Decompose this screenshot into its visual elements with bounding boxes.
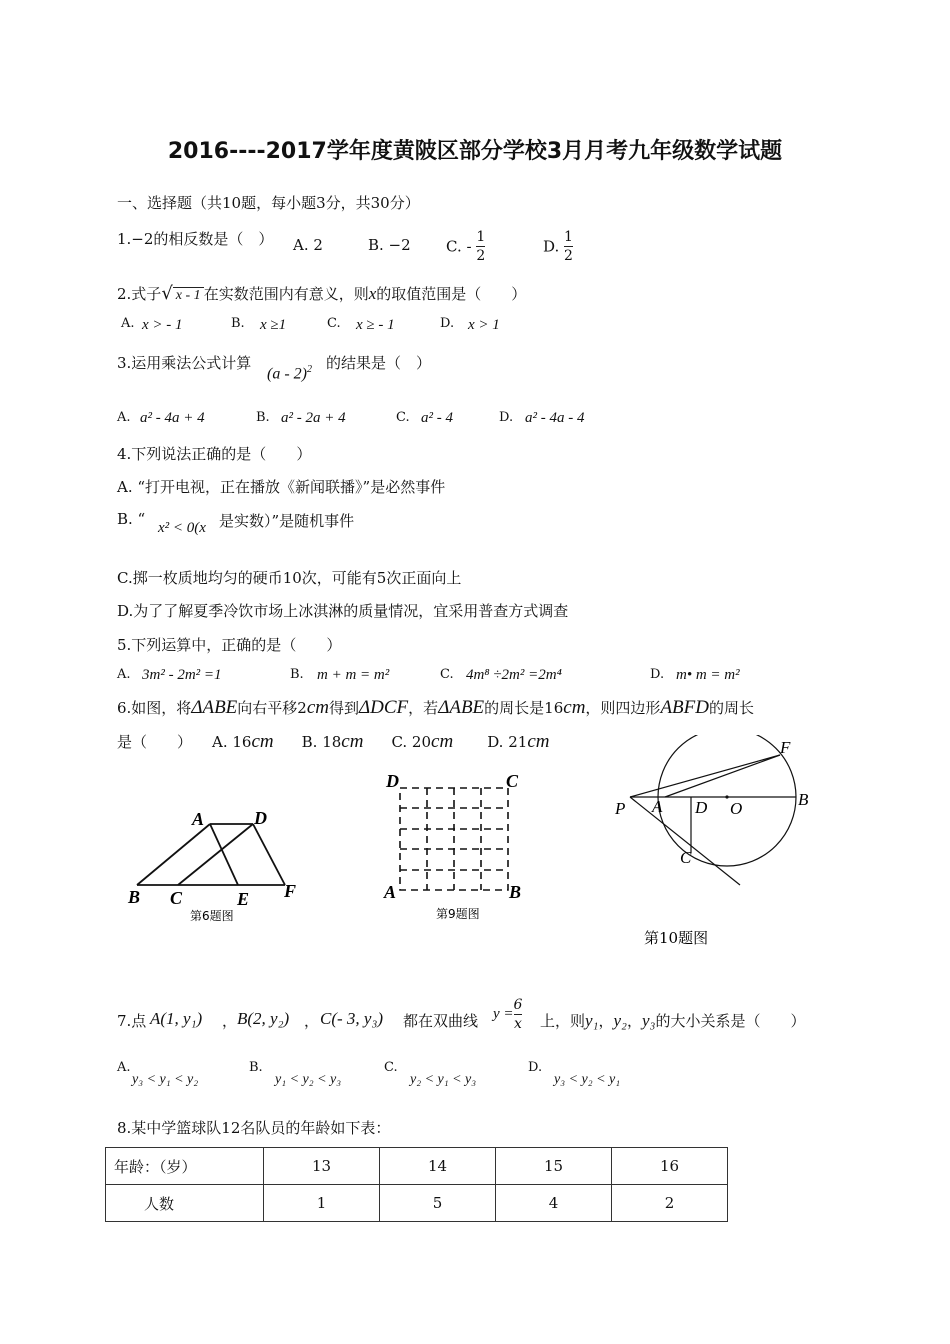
fig10-label-o: O (730, 799, 743, 818)
q5-stem: 5.下列运算中，正确的是（ ） (117, 636, 342, 654)
q7-y1: y₁ (585, 1011, 599, 1030)
fig9-label-c: C (506, 771, 519, 791)
fig10-label-b: B (798, 790, 809, 809)
q8-stem: 8.某中学篮球队12名队员的年龄如下表： (117, 1119, 391, 1137)
fig10-line-af (665, 755, 780, 797)
table-row (106, 1185, 728, 1222)
q2-option-b: x ≥1 (260, 317, 287, 333)
question-2: 2.式子√ x - 1 在实数范围内有意义，则x的取值范围是（ ） (117, 283, 527, 304)
q1-option-d (543, 228, 573, 265)
q6-unit-2: cm (563, 697, 586, 718)
fig6-label-c: C (170, 888, 183, 908)
fig9-label-b: B (509, 882, 522, 902)
fig10-line-pf (630, 755, 780, 797)
fig6-line-ab (137, 824, 210, 885)
q2-stem-post: 在实数范围内有意义，则 (203, 285, 369, 303)
q7-option-a-label: A. (117, 1060, 131, 1075)
fig10-caption: 第10题图 (644, 929, 709, 947)
q3-expr (267, 364, 312, 383)
q4-option-c: C.掷一枚质地均匀的硬币10次，可能有5次正面向上 (117, 569, 462, 587)
section-heading: 一、选择题（共10题，每小题3分，共30分） (117, 194, 420, 212)
q5-option-a: 3m² - 2m² =1 (142, 667, 222, 683)
q7-mid: 都在双曲线 (403, 1012, 479, 1030)
q2-var: x (368, 284, 377, 303)
q3-option-d-label: D. (499, 410, 514, 425)
fig6-label-a: A (192, 809, 205, 829)
q6-unit-1: cm (306, 697, 329, 718)
q6-text-a: 6.如图，将 (117, 699, 192, 717)
q7-comma-2: ， (304, 1012, 320, 1030)
q6-text-f: ，则四边形 (585, 699, 661, 717)
table-header-cell: 年龄：（岁） (106, 1148, 264, 1185)
q5-option-b: m + m = m² (317, 667, 390, 683)
q1-d-den: 2 (564, 248, 573, 264)
q5-option-b-label: B. (290, 667, 304, 682)
q3-option-c: a² - 4 (421, 410, 453, 426)
q6-unit-c: cm (431, 731, 454, 752)
q6-text-c: 得到 (329, 699, 360, 717)
q2-radicand: x - 1 (173, 287, 204, 304)
fig6-line-df (253, 824, 285, 885)
q1-option-c (446, 228, 485, 265)
fig9-label-d: D (386, 771, 399, 791)
fig10-label-p: P (615, 799, 626, 818)
table-cell: 4 (496, 1185, 612, 1222)
q5-option-c: 4m⁸ ÷2m² =2m⁴ (466, 667, 562, 683)
q6-unit-b: cm (341, 731, 364, 752)
q1-c-label: C. - (446, 237, 472, 256)
q6-unit-d: cm (527, 731, 550, 752)
q7-func-num: 6 (513, 997, 523, 1013)
q6-line2: 是（ ） (117, 733, 193, 751)
fig10-label-f: F (780, 738, 791, 757)
q6-quad: ABFD (660, 697, 709, 718)
q7-option-b: y₁ < y₂ < y₃ (275, 1072, 342, 1087)
question-1 (117, 228, 273, 249)
q3-option-b-label: B. (256, 410, 270, 425)
page-title: 2016----2017学年度黄陂区部分学校3月月考九年级数学试题 (167, 139, 783, 164)
q7-option-c: y₂ < y₁ < y₃ (410, 1072, 477, 1087)
q2-option-d: x > 1 (468, 317, 500, 333)
fig10-circle (658, 735, 796, 866)
q6-text-e: 的周长是16 (484, 699, 564, 717)
q3-option-c-label: C. (396, 410, 410, 425)
fig6-label-e: E (237, 889, 250, 909)
q4-option-b-expr: x² < 0(x (158, 520, 206, 536)
q3-sup: 2 (306, 364, 312, 375)
q6-text-b: 向右平移2 (237, 699, 307, 717)
table-row (106, 1148, 728, 1185)
q2-option-a-label: A. (121, 316, 135, 331)
age-table (105, 1147, 728, 1222)
q4-option-b-pre: B. “ (117, 510, 146, 528)
q7-option-a: y₃ < y₁ < y₂ (132, 1072, 199, 1087)
q1-option-b: B. −2 (368, 236, 411, 254)
fig6-label-b: B (128, 887, 141, 907)
q1-d-label: D. (543, 237, 560, 256)
q1-stem: 1.−2的相反数是（ ） (117, 230, 274, 248)
q1-c-den: 2 (476, 248, 486, 264)
q2-option-c-label: C. (327, 316, 341, 331)
table-cell: 5 (380, 1185, 496, 1222)
table-header-cell: 人数 (106, 1185, 264, 1222)
q3-option-a: a² - 4a + 4 (140, 410, 205, 426)
q2-option-b-label: B. (231, 316, 245, 331)
q2-option-a: x > - 1 (142, 317, 183, 333)
q5-option-d: m• m = m² (676, 667, 740, 683)
q7-point-c: C(- 3, y₃) (320, 1009, 384, 1028)
q7-func-den: x (514, 1016, 522, 1032)
q2-stem-pre: 2.式子 (117, 285, 162, 303)
q3-option-b: a² - 2a + 4 (281, 410, 346, 426)
fig6-label-f: F (284, 881, 297, 901)
q5-option-c-label: C. (440, 667, 454, 682)
fig10-label-a: A (652, 797, 663, 816)
q7-comma-1: ， (222, 1012, 238, 1030)
table-cell: 16 (612, 1148, 728, 1185)
fig9-caption: 第9题图 (436, 907, 480, 921)
fig6-caption: 第6题图 (190, 909, 234, 923)
fig6-label-d: D (254, 808, 267, 828)
q7-stem-pre: 7.点 (117, 1012, 147, 1030)
q7-y2: y₂ (613, 1011, 627, 1030)
q7-point-b: B(2, y₂) (237, 1009, 290, 1028)
q7-end: 的大小关系是（ ） (655, 1012, 806, 1030)
q7-y3: y₃ (641, 1011, 656, 1030)
q3-stem-post: 的结果是（ ） (326, 354, 432, 372)
q6-unit-a: cm (251, 731, 274, 752)
q6-option-d: D. 21 (487, 733, 528, 751)
figure-9 (380, 770, 530, 925)
q7-post-text: 上，则 (540, 1012, 586, 1030)
fig10-label-d: D (695, 798, 708, 817)
q5-option-a-label: A. (117, 667, 131, 682)
q3-stem-pre: 3.运用乘法公式计算 (117, 354, 252, 372)
question-6-line1 (117, 697, 754, 719)
q7-option-b-label: B. (249, 1060, 263, 1075)
q3-base: (a - 2) (267, 365, 307, 383)
figure-10 (610, 735, 830, 950)
fig10-label-c: C (680, 848, 692, 867)
q2-option-c: x ≥ - 1 (356, 317, 395, 333)
q1-d-num: 1 (564, 229, 573, 245)
q6-option-a: A. 16 (212, 733, 252, 751)
q7-post: 上，则y₁，y₂，y₃的大小关系是（ ） (540, 1011, 806, 1030)
q5-option-d-label: D. (650, 667, 665, 682)
fig6-line-dc (178, 824, 253, 885)
figure-6 (120, 800, 310, 930)
fig10-center-dot (725, 795, 728, 798)
q6-option-b: B. 18 (301, 733, 342, 751)
q2-option-d-label: D. (440, 316, 455, 331)
q1-c-num: 1 (476, 229, 486, 245)
q6-tri1: ΔABE (191, 697, 238, 718)
q7-option-d-label: D. (528, 1060, 543, 1075)
q3-option-a-label: A. (117, 410, 131, 425)
q7-func-lhs: y = (493, 1006, 514, 1022)
q4-option-d: D.为了了解夏季冷饮市场上冰淇淋的质量情况，宜采用普查方式调查 (117, 602, 569, 620)
table-cell: 2 (612, 1185, 728, 1222)
q4-option-a: A. “打开电视，正在播放《新闻联播》”是必然事件 (117, 478, 446, 496)
table-cell: 13 (264, 1148, 380, 1185)
q6-tri3: ΔABE (438, 697, 485, 718)
q7-point-a: A(1, y₁) (150, 1009, 203, 1028)
q6-tri2: ΔDCF (359, 697, 409, 718)
q6-text-g: 的周长 (708, 699, 754, 717)
table-cell: 14 (380, 1148, 496, 1185)
fig10-line-pc (630, 797, 743, 885)
q4-stem: 4.下列说法正确的是（ ） (117, 445, 312, 463)
q4-option-b-post: 是实数）”是随机事件 (219, 512, 355, 530)
q3-option-d: a² - 4a - 4 (525, 410, 585, 426)
q7-option-c-label: C. (384, 1060, 398, 1075)
q7-option-d: y₃ < y₂ < y₁ (554, 1072, 621, 1087)
table-cell: 15 (496, 1148, 612, 1185)
q2-stem-end: 的取值范围是（ ） (376, 285, 527, 303)
fig9-label-a: A (384, 882, 397, 902)
table-cell: 1 (264, 1185, 380, 1222)
q7-func (493, 996, 522, 1033)
q1-option-a: A. 2 (293, 236, 323, 254)
question-6-line2 (117, 731, 549, 753)
q6-text-d: ，若 (408, 699, 439, 717)
q6-option-c: C. 20 (391, 733, 432, 751)
